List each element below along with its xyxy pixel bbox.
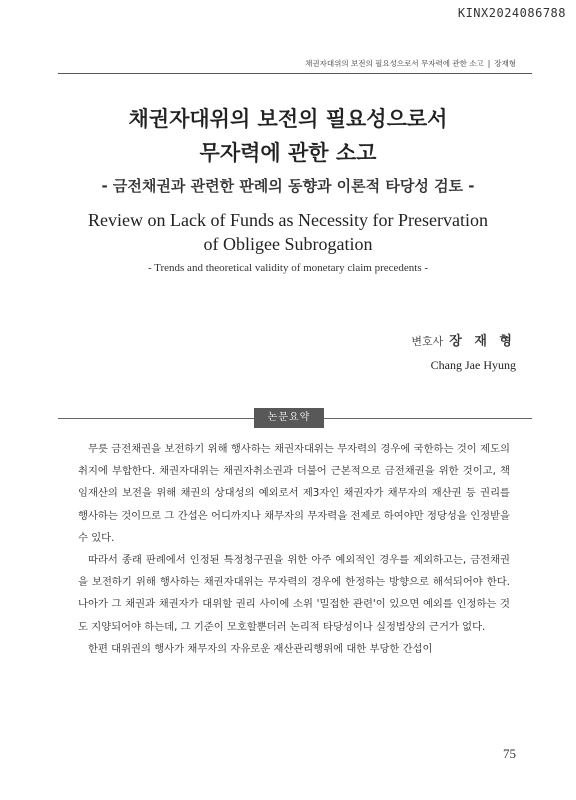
author-name-en: Chang Jae Hyung: [430, 358, 516, 372]
title-ko-line1: 채권자대위의 보전의 필요성으로서: [128, 107, 448, 131]
subtitle-en: - Trends and theoretical validity of monetary claim precedents -: [147, 262, 429, 274]
title-en-line2: of Obligee Subrogation: [203, 234, 373, 254]
abstract-paragraph: 따라서 종래 판례에서 인정된 특정청구권을 위한 아주 예외적인 경우를 제외하고는, 금전채권을 보전하기 위해 행사하는 채권자대위는 무자력의 경우에 한정하는 방향으로 해석되어야 한다. 나아가 그 채권과 채권자가 대위할 권리 사이에 소위 '밀접한 관련'이 있으면 예외를 인정하는 것도 지양되어야 하는데, 그 기준이 모호할뿐더러 논리적 타당성이나 실정법상의 근거가 없다.: [78, 554, 510, 633]
author-name-ko: 장 재 형: [449, 334, 516, 349]
running-head-title: 채권자대위의 보전의 필요성으로서 무자력에 관한 소고: [305, 59, 484, 68]
author-ko: [411, 330, 516, 349]
running-head: [305, 58, 516, 69]
page-number: 75: [503, 746, 516, 761]
header-rule: [58, 73, 532, 74]
title-ko-line2: 무자력에 관한 소고: [199, 141, 377, 165]
title-block: [40, 102, 536, 276]
abstract-paragraph: 무릇 금전채권을 보전하기 위해 행사하는 채권자대위는 무자력의 경우에 국한하는 것이 제도의 취지에 부합한다. 채권자대위는 채권자취소권과 더불어 근본적으로 금전채권을 위한 것이고, 책임재산의 보전을 위해 채권의 상대성의 예외로서 제3자인 채권자가 채무자의 재산권 등 권리를 행사하는 것이므로 그 간섭은 어디까지나 채무자의 무자력을 전제로 하여야만 정당성을 인정받을 수 있다.: [78, 443, 510, 544]
running-head-author: 장재형: [494, 59, 516, 68]
title-en-line1: Review on Lack of Funds as Necessity for Preservation: [88, 210, 488, 230]
subtitle-ko: - 금전채권과 관련한 판례의 동향과 이론적 타당성 검토 -: [101, 177, 475, 195]
author-title: 변호사: [411, 335, 444, 348]
running-head-separator: |: [487, 59, 491, 68]
document-id: KINX2024086788: [457, 6, 566, 20]
abstract-body: [78, 438, 510, 660]
abstract-label: 논문요약: [254, 408, 324, 428]
abstract-paragraph: 한편 대위권의 행사가 채무자의 자유로운 재산관리행위에 대한 부당한 간섭이: [88, 642, 433, 655]
